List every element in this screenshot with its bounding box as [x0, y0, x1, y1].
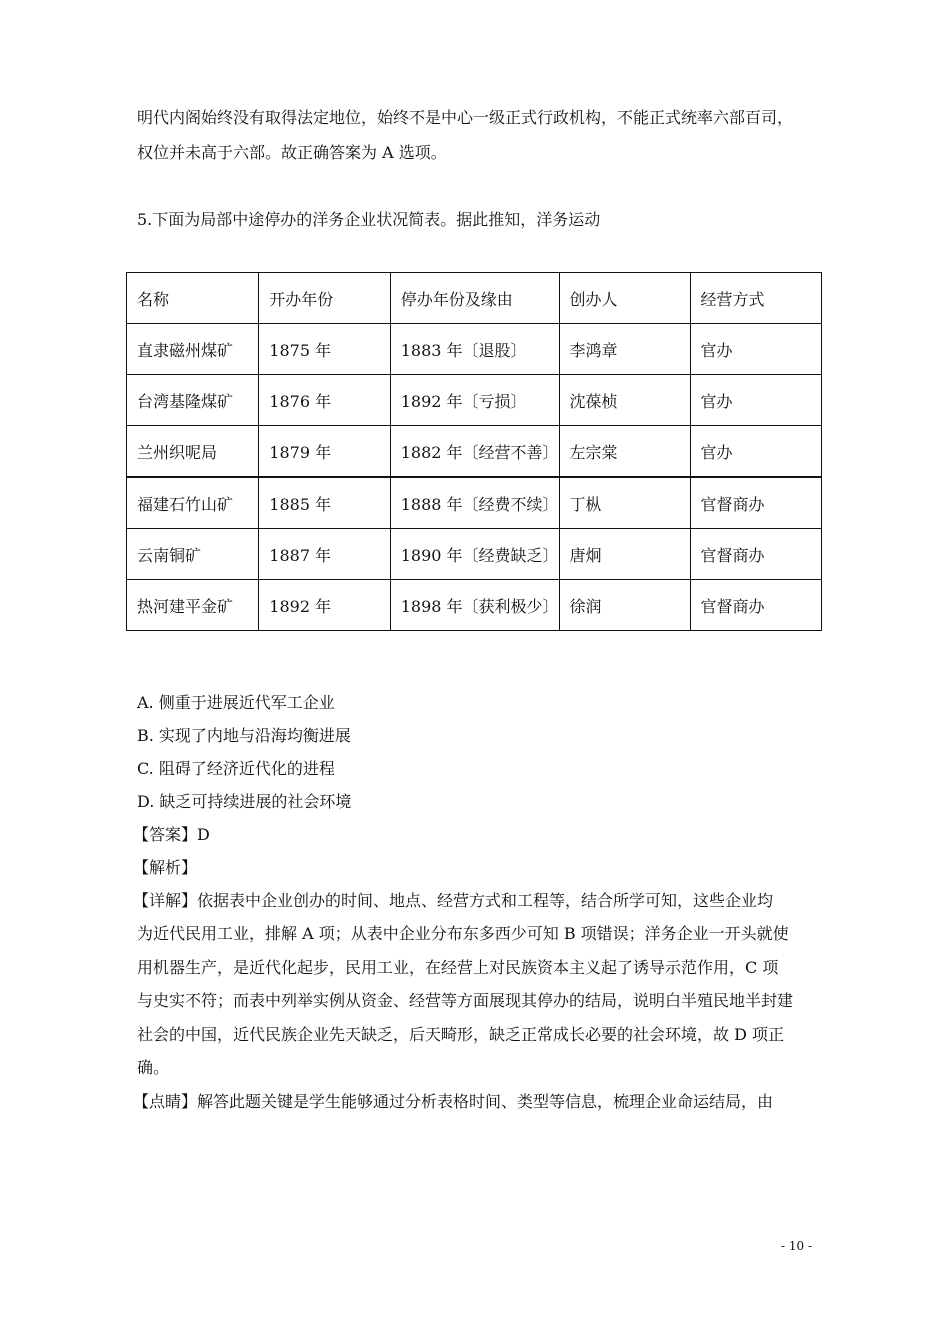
table-row [127, 375, 822, 426]
table-cell: 徐润 [559, 580, 690, 631]
question-stem: 5.下面为局部中途停办的洋务企业状况简表。据此推知，洋务运动 [137, 210, 601, 229]
detail-line: 为近代民用工业，排解 A 项；从表中企业分布东多西少可知 B 项错误；洋务企业一开头就使 [137, 924, 789, 943]
table-cell: 丁枞 [559, 477, 690, 529]
table-cell: 直隶磁州煤矿 [127, 324, 259, 375]
option-b: B. 实现了内地与沿海均衡进展 [137, 726, 351, 745]
table-header-cell: 停办年份及缘由 [390, 273, 559, 324]
table-cell: 1879 年 [259, 426, 390, 478]
table-cell: 台湾基隆煤矿 [127, 375, 259, 426]
table-cell: 官办 [690, 375, 821, 426]
table-row [127, 580, 822, 631]
table-cell: 1892 年〔亏损〕 [390, 375, 559, 426]
table-cell: 1898 年〔获利极少〕 [390, 580, 559, 631]
table-cell: 1883 年〔退股〕 [390, 324, 559, 375]
table-header-cell: 经营方式 [690, 273, 821, 324]
table-cell: 1885 年 [259, 477, 390, 529]
table-cell: 唐炯 [559, 529, 690, 580]
page-number: - 10 - [781, 1239, 813, 1253]
option-a: A. 侧重于进展近代军工企业 [137, 693, 335, 712]
intro-line-2: 权位并未高于六部。故正确答案为 A 选项。 [137, 143, 447, 162]
intro-line-1: 明代内阁始终没有取得法定地位，始终不是中心一级正式行政机构，不能正式统率六部百司， [137, 108, 794, 127]
analysis-label: 【解析】 [133, 858, 198, 877]
detail-line: 社会的中国，近代民族企业先天缺乏，后天畸形，缺乏正常成长必要的社会环境，故 D 项正 [137, 1025, 785, 1044]
table-cell: 沈葆桢 [559, 375, 690, 426]
table-header-cell: 开办年份 [259, 273, 390, 324]
table-cell: 兰州织呢局 [127, 426, 259, 478]
table-row [127, 529, 822, 580]
table-header-row [127, 273, 822, 324]
table-cell: 李鸿章 [559, 324, 690, 375]
option-c: C. 阻碍了经济近代化的进程 [137, 759, 335, 778]
table-cell: 官办 [690, 324, 821, 375]
table-cell: 1892 年 [259, 580, 390, 631]
table-cell: 1882 年〔经营不善〕 [390, 426, 559, 478]
table-cell: 1876 年 [259, 375, 390, 426]
table-cell: 官督商办 [690, 477, 821, 529]
table-cell: 左宗棠 [559, 426, 690, 478]
table-cell: 官督商办 [690, 529, 821, 580]
answer-line: 【答案】D [133, 825, 210, 844]
table-header-cell: 创办人 [559, 273, 690, 324]
detail-line: 确。 [137, 1058, 170, 1077]
table-cell: 热河建平金矿 [127, 580, 259, 631]
table-cell: 1888 年〔经费不续〕 [390, 477, 559, 529]
table-cell: 1875 年 [259, 324, 390, 375]
detail-line: 【详解】依据表中企业创办的时间、地点、经营方式和工程等，结合所学可知，这些企业均 [133, 891, 774, 910]
option-d: D. 缺乏可持续进展的社会环境 [137, 792, 352, 811]
table-cell: 官督商办 [690, 580, 821, 631]
table-row [127, 477, 822, 529]
table-cell: 云南铜矿 [127, 529, 259, 580]
table-cell: 官办 [690, 426, 821, 478]
table-row [127, 324, 822, 375]
detail-line: 与史实不符；而表中列举实例从资金、经营等方面展现其停办的结局，说明白半殖民地半封建 [137, 991, 794, 1010]
table-row [127, 426, 822, 478]
table-cell: 1887 年 [259, 529, 390, 580]
detail-line: 用机器生产，是近代化起步，民用工业，在经营上对民族资本主义起了诱导示范作用，C 项 [137, 958, 779, 977]
table-cell: 福建石竹山矿 [127, 477, 259, 529]
table-header-cell: 名称 [127, 273, 259, 324]
enterprise-table [126, 272, 822, 631]
table-cell: 1890 年〔经费缺乏〕 [390, 529, 559, 580]
comment-line: 【点睛】解答此题关键是学生能够通过分析表格时间、类型等信息，梳理企业命运结局，由 [133, 1092, 774, 1111]
